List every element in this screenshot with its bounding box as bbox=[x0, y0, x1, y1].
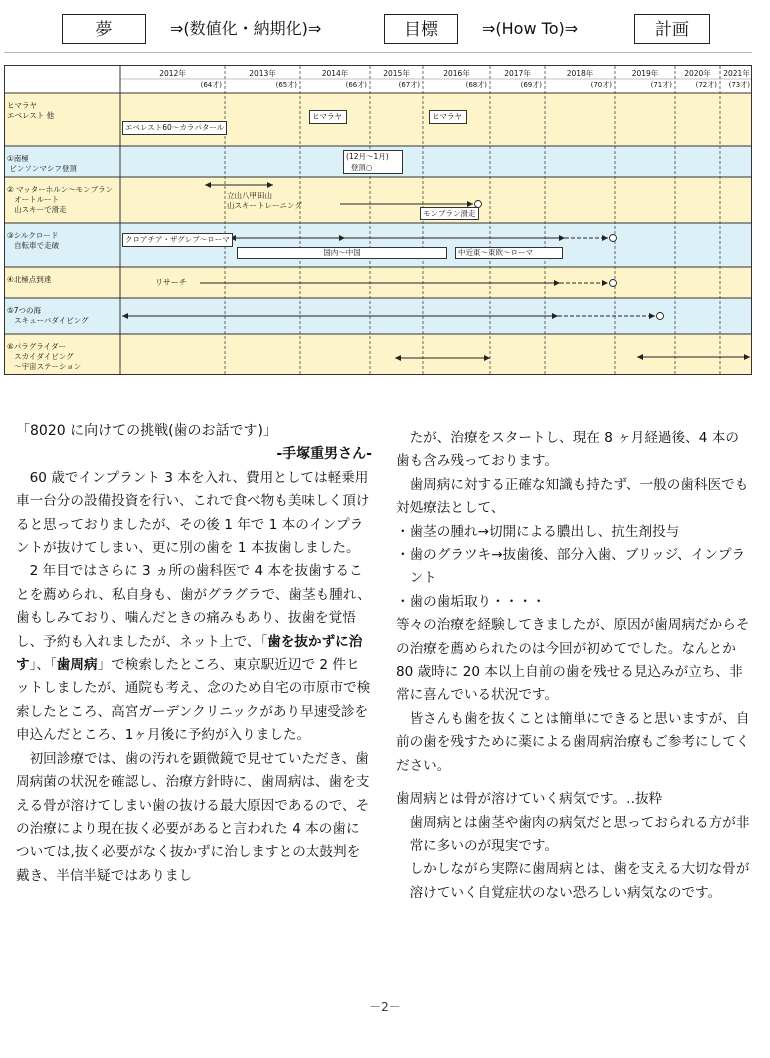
year-label: 2020年 bbox=[684, 69, 711, 78]
right-paragraph-3: 等々の治療を経験してきましたが、原因が歯周病だからその治療を薦められたのは今回が初めてでした。なんとか 80 歳時に 20 本以上自前の歯を残せる見込みが立ち、非常に喜んでいる状況です。 bbox=[396, 617, 750, 704]
bold-no-extraction: 歯を抜かずに治す bbox=[16, 633, 363, 674]
note-paragraph-2: しかしながら実際に歯周病とは、歯を支える大切な骨が溶けていく自覚症状のない恐ろしい病気なのです。 bbox=[409, 861, 750, 901]
goal-circle bbox=[657, 313, 664, 320]
timeline-row-label: ヒマラヤ エベレスト 他 bbox=[7, 101, 55, 120]
timeline-row-bg bbox=[5, 334, 752, 375]
age-label: (69才) bbox=[520, 81, 542, 89]
year-label: 2021年 bbox=[723, 69, 750, 78]
right-paragraph-1: たが、治療をスタートし、現在 8 ヶ月経過後、4 本の歯も含み残っております。 bbox=[396, 430, 739, 470]
year-label: 2019年 bbox=[631, 69, 659, 78]
age-label: (66才) bbox=[345, 81, 367, 89]
age-label: (65才) bbox=[275, 81, 297, 89]
arrow-quantify-deadline: ⇒(数値化・納期化)⇒ bbox=[170, 19, 322, 38]
box-everest-carstensz: エベレスト60～カラパタール bbox=[122, 121, 227, 135]
timeline-grid bbox=[5, 66, 752, 375]
text-research: リサーチ bbox=[155, 278, 187, 287]
box-middle-east-rome: 中近東～東欧～ローマ bbox=[455, 247, 563, 259]
age-label: (72才) bbox=[695, 81, 717, 89]
timeline-row-bg bbox=[5, 93, 752, 146]
year-label: 2015年 bbox=[383, 69, 410, 78]
year-label: 2012年 bbox=[159, 69, 186, 78]
note-paragraph-1: 歯周病とは歯茎や歯肉の病気だと思っておられる方が非常に多いのが現実です。 bbox=[409, 814, 750, 854]
age-label: (67才) bbox=[398, 81, 420, 89]
article-left-column bbox=[16, 420, 372, 888]
left-paragraph-1: 60 歳でインプラント 3 本を入れ、費用としては軽乗用車一台分の設備投資を行い、これで食べ物も美味しく頂けると思っておりましたが、その後 1 年で 1 本のインプラントが抜けてしまい、更に別の歯を 1 本抜歯しました。 bbox=[16, 469, 370, 557]
goal-box: 目標 bbox=[384, 14, 458, 44]
left-paragraph-2 bbox=[16, 560, 372, 747]
article-title: 「8020 に向けての挑戦(歯のお話です)」 bbox=[16, 423, 278, 439]
year-label: 2016年 bbox=[443, 69, 470, 78]
timeline-row-bg bbox=[5, 223, 752, 267]
age-label: (70才) bbox=[590, 81, 612, 89]
article-right-column bbox=[396, 427, 752, 905]
year-label: 2014年 bbox=[321, 69, 349, 78]
age-label: (68才) bbox=[465, 81, 487, 89]
box-himalaya-2014: ヒマラヤ bbox=[309, 110, 347, 124]
bullet-plaque-removal: ・歯の歯垢取り・・・・ bbox=[396, 593, 546, 610]
left-paragraph-3: 初回診療では、歯の汚れを顕微鏡で見せていただき、歯周病菌の状況を確認し、治療方針時に、歯周病は、歯を支える骨が溶けてしまい歯の抜ける最大原因であるので、その治療により現在抜く必要があると言われた 4 本の歯については,抜く必要がなく抜かずに治しますとの太鼓判を戴き、半信半疑ではありまし bbox=[16, 750, 370, 884]
bullet-loose-teeth: ・歯のグラツキ→抜歯後、部分入歯、ブリッジ、インプラント bbox=[396, 547, 746, 587]
note-title: 歯周病とは骨が溶けていく病気です。‥抜粋 bbox=[396, 791, 663, 808]
box-croatia-rome: クロアチア・ザグレブ～ローマ bbox=[122, 233, 233, 247]
left-p2-part-c: 」で検索したところ、東京駅近辺で 2 件ヒットしましたが、通院も考え、念のため自宅の市原市で検索したところ、高宮ガーデンクリニックがあり早速受診を申込んだところ、1ヶ月後に予約が入りました。 bbox=[16, 657, 371, 744]
box-montblanc: モンブラン滑走 bbox=[420, 207, 479, 220]
timeline-row-bg bbox=[5, 267, 752, 298]
left-p2-part-a: 2 年目ではさらに 3 ヵ所の歯科医で 4 本を抜歯することを薦められ、私自身も、歯がグラグラで、歯茎も腫れ、歯もしみており、噛んだときの痛みもあり、抜歯を覚悟し、予約も入れましたが、ネット上で、「 bbox=[16, 563, 371, 650]
plan-box: 計画 bbox=[634, 14, 710, 44]
timeline-row-label: ⑤7つの海 スキューバダイビング bbox=[7, 306, 89, 325]
timeline-row-label: ④北極点到達 bbox=[7, 275, 52, 284]
box-domestic-china: 国内～中国 bbox=[237, 247, 447, 259]
box-himalaya-2016: ヒマラヤ bbox=[429, 110, 467, 124]
timeline-row-label: ①南極 ビンソンマシフ登頂 bbox=[7, 154, 77, 173]
timeline-row-label: ⑥パラグライダー スカイダイビング ～宇宙ステーション bbox=[7, 342, 82, 371]
left-p2-part-b: 」、「 bbox=[29, 657, 57, 674]
text-tateyama-training: 立山八甲田山 山スキートレーニング bbox=[227, 191, 302, 210]
timeline-row-bg bbox=[5, 177, 752, 223]
year-label: 2017年 bbox=[504, 69, 531, 78]
arrow-how-to: ⇒(How To)⇒ bbox=[482, 19, 579, 38]
box-vinson-summit: (12月～1月) 登頂○ bbox=[343, 150, 403, 174]
year-label: 2013年 bbox=[249, 69, 276, 78]
dream-box: 夢 bbox=[62, 14, 146, 44]
timeline-row-label: ② マッターホルン～モンブラン オートルート 山スキーで滑走 bbox=[7, 185, 114, 214]
page-number: －2－ bbox=[369, 1000, 401, 1014]
age-label: (71才) bbox=[650, 81, 672, 89]
age-label: (64才) bbox=[200, 81, 222, 89]
article-author: -手塚重男さん- bbox=[276, 446, 372, 463]
right-paragraph-2: 歯周病に対する正確な知識も持たず、一般の歯科医でも対処療法として、 bbox=[396, 476, 749, 517]
right-paragraph-4: 皆さんも歯を抜くことは簡単にできると思いますが、自前の歯を残すために薬による歯周病治療もご参考にしてください。 bbox=[396, 710, 750, 774]
age-label: (73才) bbox=[728, 81, 750, 89]
bold-periodontal: 歯周病 bbox=[56, 657, 98, 674]
timeline-row-label: ③シルクロード 自転車で走破 bbox=[7, 231, 60, 250]
bullet-gum-swelling: ・歯茎の腫れ→切開による膿出し、抗生剤投与 bbox=[396, 523, 680, 540]
goal-circle bbox=[610, 280, 617, 287]
header-divider bbox=[4, 52, 752, 53]
timeline-chart bbox=[4, 65, 752, 375]
goal-circle bbox=[610, 235, 617, 242]
year-label: 2018年 bbox=[566, 69, 594, 78]
